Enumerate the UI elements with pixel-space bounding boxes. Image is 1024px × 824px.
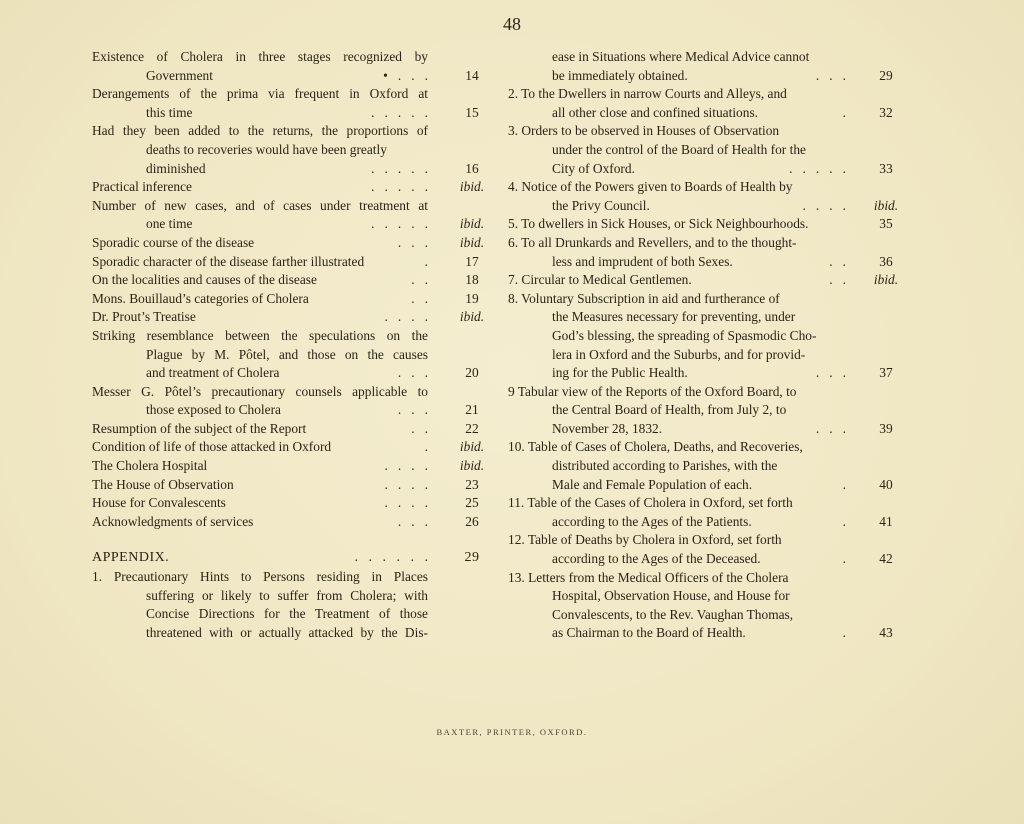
contents-entry [92,85,492,122]
entry-line [508,346,906,365]
entry-text: all other close and confined situations. [552,104,759,120]
contents-entry [508,85,906,122]
entry-line [508,327,906,346]
page-reference: 23 [465,476,479,492]
section-gap [92,531,492,549]
dot-leader: . . . [397,365,428,381]
page-reference: 20 [465,365,479,381]
contents-entry [508,215,906,234]
dot-leader: . . [411,272,428,288]
entry-text: 6. To all Drunkards and Revellers, and to the thought- [508,234,797,250]
entry-line [92,383,492,402]
entry-line [508,308,906,327]
entry-line [92,568,492,587]
entry-line [508,550,906,569]
entry-line [508,104,906,123]
contents-entry [92,513,492,532]
entry-text: Acknowledgments of services [92,513,254,529]
contents-entry [508,438,906,494]
entry-text: 8. Voluntary Subscription in aid and furtherance of [508,290,780,306]
contents-entry [92,253,492,272]
entry-text: Mons. Bouillaud’s categories of Cholera [92,290,309,306]
contents-entry [92,568,492,642]
entry-text: 1. Precautionary Hints to Persons residing in Places [92,569,428,585]
dot-leader: . . . . [802,197,846,213]
dot-leader: • . . . [383,67,428,83]
entry-text: according to the Ages of the Deceased. [552,551,761,567]
entry-line [508,271,906,290]
entry-text: House for Convalescents [92,495,226,511]
contents-entry [508,383,906,439]
contents-entry [92,420,492,439]
dot-leader: . . [829,272,846,288]
entry-line [508,253,906,272]
page-reference: 36 [879,253,893,269]
page-reference: ibid. [459,458,485,474]
entry-text: less and imprudent of both Sexes. [552,253,733,269]
dot-leader: . . [829,253,846,269]
entry-text: 5. To dwellers in Sick Houses, or Sick Neighbourhoods. [508,216,809,232]
entry-text: threatened with or actually attacked by the Dis- [146,624,428,640]
entry-text: and treatment of Cholera [146,365,280,381]
page-reference: 33 [879,160,893,176]
contents-entry [508,271,906,290]
entry-line [92,122,492,141]
entry-text: 10. Table of Cases of Cholera, Deaths, and Recoveries, [508,439,803,455]
contents-entry [92,383,492,420]
entry-line [92,271,492,290]
contents-entry [508,178,906,215]
page-reference: ibid. [459,216,485,232]
entry-text: the Privy Council. [552,197,650,213]
contents-entry [508,494,906,531]
entry-line [92,587,492,606]
entry-line [508,531,906,550]
entry-line [508,141,906,160]
entry-text: Derangements of the prima via frequent in Oxford at [92,86,428,102]
entry-line [508,48,906,67]
entry-text: this time [146,104,193,120]
entry-line [508,178,906,197]
contents-entry [92,197,492,234]
contents-entry [92,476,492,495]
dot-leader: . . . . . [371,160,428,176]
dot-leader: . . . . [384,495,428,511]
entry-text: ease in Situations where Medical Advice cannot [552,49,810,64]
entry-line [92,197,492,216]
contents-entry [508,48,906,85]
entry-text: The Cholera Hospital [92,458,208,474]
entry-line [508,401,906,420]
page-reference: 18 [465,272,479,288]
contents-entry [92,271,492,290]
entry-text: Sporadic course of the disease [92,234,255,250]
entry-text: according to the Ages of the Patients. [552,513,752,529]
entry-line [92,178,492,197]
entry-line [508,513,906,532]
entry-line [92,67,492,86]
entry-text: 11. Table of the Cases of Cholera in Oxford, set forth [508,495,793,511]
page-reference: 16 [465,160,479,176]
page-reference: 14 [465,67,479,83]
entry-text: deaths to recoveries would have been greatly [146,141,387,157]
entry-text: Number of new cases, and of cases under treatment at [92,197,428,213]
page-reference: ibid. [459,309,485,325]
contents-entry [508,531,906,568]
entry-text: Sporadic character of the disease farther illustrated [92,253,365,269]
entry-text: 13. Letters from the Medical Officers of the Cholera [508,569,789,585]
page-reference: 32 [879,104,893,120]
entry-line [508,587,906,606]
page-reference: ibid. [459,179,485,195]
contents-entry [92,122,492,178]
contents-entry [92,234,492,253]
entry-line [508,85,906,104]
entry-line [92,476,492,495]
entry-line [508,383,906,402]
page-reference: 15 [465,104,479,120]
page-reference: 29 [464,550,480,566]
page-reference: 40 [879,476,893,492]
contents-entry [508,122,906,178]
entry-line [508,624,906,643]
entry-text: Practical inference [92,179,192,195]
entry-text: November 28, 1832. [552,420,663,436]
entry-line [92,141,492,160]
entry-line [92,234,492,253]
page-reference: 26 [465,513,479,529]
contents-entry [92,327,492,383]
page-reference: 29 [879,67,893,83]
dot-leader: . [424,253,428,269]
entry-line [92,401,492,420]
page-reference: 17 [465,253,479,269]
entry-line [92,364,492,383]
entry-text: suffering or likely to suffer from Cholera; with [146,587,428,603]
page-reference: ibid. [459,234,485,250]
entry-text: 2. To the Dwellers in narrow Courts and Alleys, and [508,86,787,102]
entry-text: City of Oxford. [552,160,635,176]
entry-line [508,290,906,309]
contents-entry [92,48,492,85]
entry-line [508,569,906,588]
page-reference: 42 [879,551,893,567]
dot-leader: . . . [397,402,428,418]
dot-leader: . . . [397,513,428,529]
entry-line [92,494,492,513]
entry-text: one time [146,216,193,232]
entry-text: 12. Table of Deaths by Cholera in Oxford, set forth [508,532,782,548]
entry-text: 4. Notice of the Powers given to Boards of Health by [508,179,793,195]
dot-leader: . . . . . [371,216,428,232]
page-reference: 19 [465,290,479,306]
page-reference: 39 [879,420,893,436]
dot-leader: . . . [815,365,846,381]
entry-text: 3. Orders to be observed in Houses of Observation [508,123,780,139]
contents-entry [92,494,492,513]
dot-leader: . [424,439,428,455]
entry-line [508,606,906,625]
entry-line [508,420,906,439]
dot-leader: . . . . . [789,160,846,176]
dot-leader: . . . [815,420,846,436]
dot-leader: . . [411,420,428,436]
entry-line [508,234,906,253]
entry-line [92,438,492,457]
entry-text: God’s blessing, the spreading of Spasmodic Cho- [552,327,817,343]
dot-leader: . [842,551,846,567]
entry-text: under the control of the Board of Health for the [552,141,806,157]
entry-text: Had they been added to the returns, the proportions of [92,123,428,139]
entry-line [508,160,906,179]
entry-line [508,476,906,495]
entry-text: Male and Female Population of each. [552,476,753,492]
page-number: 48 [503,14,521,34]
entry-text: The House of Observation [92,476,234,492]
entry-text: Striking resemblance between the speculations on the [92,327,428,343]
entry-line [508,197,906,216]
contents-entry [508,569,906,643]
entry-line [92,308,492,327]
entry-line [92,420,492,439]
entry-text: Concise Directions for the Treatment of those [146,606,428,622]
dot-leader: . . [411,290,428,306]
entry-text: APPENDIX. [92,550,170,566]
page-reference: 37 [879,365,893,381]
dot-leader: . . . . [384,476,428,492]
entry-text: those exposed to Cholera [146,402,281,418]
entry-line [92,624,492,643]
dot-leader: . . . . . [371,104,428,120]
entry-line [92,549,492,568]
entry-line [92,85,492,104]
page-reference: 22 [465,420,479,436]
dot-leader: . . . . [384,458,428,474]
entry-text: lera in Oxford and the Suburbs, and for provid- [552,346,806,362]
contents-left-column [92,48,492,642]
page-reference: ibid. [459,439,485,455]
appendix-heading [92,549,492,568]
printer-imprint: BAXTER, PRINTER, OXFORD. [436,727,588,737]
page-reference: 25 [465,495,479,511]
contents-entry [92,178,492,197]
entry-text: 9 Tabular view of the Reports of the Oxford Board, to [508,383,797,399]
entry-line [508,438,906,457]
entry-line [508,364,906,383]
entry-text: Messer G. Pôtel’s precautionary counsels applicable to [92,383,428,399]
dot-leader: . . . . . . [354,550,428,566]
entry-line [92,160,492,179]
entry-line [92,513,492,532]
entry-text: Convalescents, to the Rev. Vaughan Thomas, [552,606,794,622]
entry-line [508,457,906,476]
entry-line [92,457,492,476]
entry-text: the Measures necessary for preventing, under [552,309,796,325]
entry-text: diminished [146,160,206,176]
entry-text: 7. Circular to Medical Gentlemen. [508,272,692,288]
entry-line [508,67,906,86]
dot-leader: . . . [815,67,846,83]
page-reference: ibid. [873,272,899,288]
contents-entry [92,308,492,327]
contents-entry [508,290,906,383]
entry-line [508,215,906,234]
contents-right-column [508,48,906,643]
entry-text: Existence of Cholera in three stages recognized by [92,49,428,64]
entry-line [92,327,492,346]
dot-leader: . [842,476,846,492]
page-reference: 35 [879,216,893,232]
contents-entry [92,438,492,457]
dot-leader: . [842,513,846,529]
entry-line [92,48,492,67]
entry-text: distributed according to Parishes, with the [552,458,778,474]
entry-text: Condition of life of those attacked in Oxford [92,439,332,455]
entry-text: On the localities and causes of the disease [92,272,317,288]
entry-line [92,290,492,309]
entry-line [92,104,492,123]
entry-line [508,122,906,141]
contents-entry [92,457,492,476]
contents-entry [508,234,906,271]
entry-line [92,215,492,234]
dot-leader: . [842,104,846,120]
dot-leader: . [842,625,846,641]
entry-line [92,253,492,272]
entry-text: be immediately obtained. [552,67,688,83]
entry-text: Resumption of the subject of the Report [92,420,307,436]
entry-text: the Central Board of Health, from July 2, to [552,402,787,418]
entry-text: as Chairman to the Board of Health. [552,625,746,641]
entry-line [92,346,492,365]
entry-line [508,494,906,513]
entry-text: Government [146,67,213,83]
entry-text: Plague by M. Pôtel, and those on the causes [146,346,428,362]
entry-line [92,605,492,624]
contents-entry [92,290,492,309]
dot-leader: . . . . . [371,179,428,195]
dot-leader: . . . . [384,309,428,325]
page-reference: 41 [879,513,893,529]
page-reference: 43 [879,625,893,641]
entry-text: Dr. Prout’s Treatise [92,309,196,325]
page-reference: 21 [465,402,479,418]
entry-text: ing for the Public Health. [552,365,688,381]
page-reference: ibid. [873,197,899,213]
entry-text: Hospital, Observation House, and House for [552,588,790,604]
dot-leader: . . . [397,234,428,250]
